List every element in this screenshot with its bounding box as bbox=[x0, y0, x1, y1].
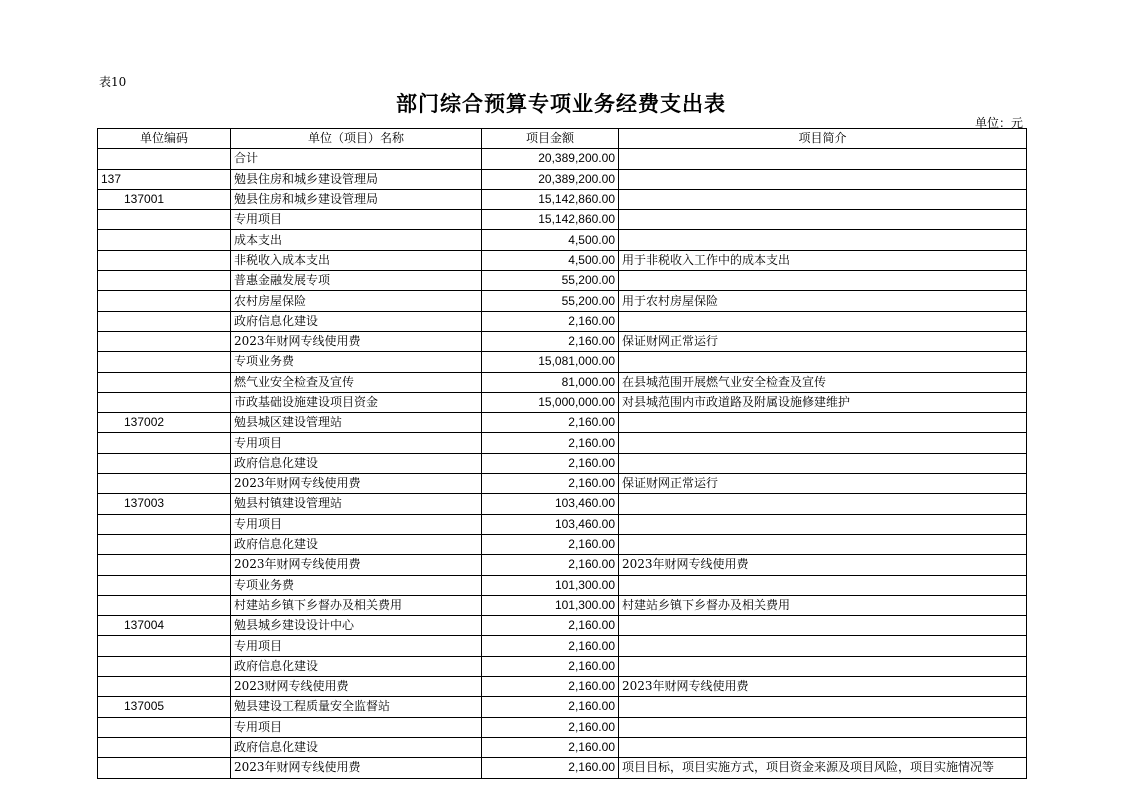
table-row bbox=[98, 291, 1027, 311]
cell-description: 保证财网正常运行 bbox=[619, 331, 1027, 351]
cell-description bbox=[619, 534, 1027, 554]
table-row bbox=[98, 169, 1027, 189]
cell-amount: 2,160.00 bbox=[482, 311, 619, 331]
cell-unit-code bbox=[98, 758, 231, 778]
unit-label: 单位：元 bbox=[975, 116, 1024, 130]
cell-unit-code bbox=[98, 250, 231, 270]
table-row bbox=[98, 595, 1027, 615]
cell-amount: 2,160.00 bbox=[482, 717, 619, 737]
cell-unit-name: 市政基础设施建设项目资金 bbox=[231, 392, 482, 412]
cell-unit-name: 专用项目 bbox=[231, 636, 482, 656]
cell-description bbox=[619, 494, 1027, 514]
cell-amount: 55,200.00 bbox=[482, 271, 619, 291]
table-row bbox=[98, 311, 1027, 331]
cell-unit-code bbox=[98, 656, 231, 676]
header-row bbox=[98, 129, 1027, 149]
cell-amount: 15,142,860.00 bbox=[482, 210, 619, 230]
cell-amount: 2,160.00 bbox=[482, 534, 619, 554]
table-row bbox=[98, 433, 1027, 453]
cell-description bbox=[619, 616, 1027, 636]
cell-description: 村建站乡镇下乡督办及相关费用 bbox=[619, 595, 1027, 615]
cell-description bbox=[619, 169, 1027, 189]
cell-unit-code: 137002 bbox=[98, 413, 231, 433]
table-row bbox=[98, 575, 1027, 595]
cell-unit-code bbox=[98, 331, 231, 351]
table-row bbox=[98, 331, 1027, 351]
cell-description bbox=[619, 271, 1027, 291]
table-row bbox=[98, 534, 1027, 554]
cell-amount: 2,160.00 bbox=[482, 433, 619, 453]
cell-amount: 20,389,200.00 bbox=[482, 169, 619, 189]
table-row bbox=[98, 656, 1027, 676]
table-row bbox=[98, 149, 1027, 169]
table-row bbox=[98, 514, 1027, 534]
cell-description bbox=[619, 453, 1027, 473]
header-amount: 项目金额 bbox=[482, 129, 619, 149]
cell-unit-name: 普惠金融发展专项 bbox=[231, 271, 482, 291]
cell-unit-name: 2023年财网专线使用费 bbox=[231, 758, 482, 778]
table-row bbox=[98, 210, 1027, 230]
cell-unit-code bbox=[98, 291, 231, 311]
table-row bbox=[98, 271, 1027, 291]
cell-unit-code: 137003 bbox=[98, 494, 231, 514]
table-row bbox=[98, 189, 1027, 209]
table-row bbox=[98, 555, 1027, 575]
cell-description: 用于农村房屋保险 bbox=[619, 291, 1027, 311]
cell-unit-code: 137 bbox=[98, 169, 231, 189]
cell-unit-code bbox=[98, 372, 231, 392]
cell-unit-name: 勉县住房和城乡建设管理局 bbox=[231, 189, 482, 209]
cell-amount: 4,500.00 bbox=[482, 250, 619, 270]
budget-table bbox=[97, 128, 1027, 779]
cell-description bbox=[619, 656, 1027, 676]
table-row bbox=[98, 352, 1027, 372]
cell-unit-name: 勉县建设工程质量安全监督站 bbox=[231, 697, 482, 717]
header-description: 项目简介 bbox=[619, 129, 1027, 149]
cell-unit-name: 燃气业安全检查及宣传 bbox=[231, 372, 482, 392]
cell-unit-code bbox=[98, 534, 231, 554]
cell-amount: 2,160.00 bbox=[482, 758, 619, 778]
table-row bbox=[98, 474, 1027, 494]
page-title: 部门综合预算专项业务经费支出表 bbox=[396, 91, 726, 116]
table-row bbox=[98, 494, 1027, 514]
cell-unit-name: 政府信息化建设 bbox=[231, 453, 482, 473]
cell-description bbox=[619, 352, 1027, 372]
cell-description bbox=[619, 737, 1027, 757]
cell-description bbox=[619, 636, 1027, 656]
cell-unit-name: 2023财网专线使用费 bbox=[231, 677, 482, 697]
cell-unit-name: 非税收入成本支出 bbox=[231, 250, 482, 270]
cell-unit-name: 勉县城乡建设设计中心 bbox=[231, 616, 482, 636]
table-row bbox=[98, 392, 1027, 412]
cell-unit-name: 政府信息化建设 bbox=[231, 737, 482, 757]
cell-description bbox=[619, 717, 1027, 737]
cell-description bbox=[619, 311, 1027, 331]
cell-unit-name: 政府信息化建设 bbox=[231, 534, 482, 554]
cell-unit-name: 勉县住房和城乡建设管理局 bbox=[231, 169, 482, 189]
cell-description: 对县城范围内市政道路及附属设施修建维护 bbox=[619, 392, 1027, 412]
cell-unit-name: 村建站乡镇下乡督办及相关费用 bbox=[231, 595, 482, 615]
cell-unit-code: 137005 bbox=[98, 697, 231, 717]
cell-description: 保证财网正常运行 bbox=[619, 474, 1027, 494]
table-row bbox=[98, 616, 1027, 636]
cell-unit-name: 2023年财网专线使用费 bbox=[231, 555, 482, 575]
cell-amount: 2,160.00 bbox=[482, 413, 619, 433]
table-row bbox=[98, 758, 1027, 778]
cell-unit-code bbox=[98, 210, 231, 230]
table-number: 表10 bbox=[99, 75, 127, 89]
cell-amount: 103,460.00 bbox=[482, 514, 619, 534]
cell-amount: 2,160.00 bbox=[482, 656, 619, 676]
cell-amount: 2,160.00 bbox=[482, 737, 619, 757]
cell-description bbox=[619, 210, 1027, 230]
cell-amount: 103,460.00 bbox=[482, 494, 619, 514]
cell-description bbox=[619, 514, 1027, 534]
cell-unit-name: 专用项目 bbox=[231, 433, 482, 453]
cell-unit-code bbox=[98, 352, 231, 372]
table-row bbox=[98, 697, 1027, 717]
cell-amount: 101,300.00 bbox=[482, 575, 619, 595]
cell-unit-code bbox=[98, 737, 231, 757]
cell-unit-code bbox=[98, 433, 231, 453]
cell-amount: 15,142,860.00 bbox=[482, 189, 619, 209]
table-row bbox=[98, 372, 1027, 392]
cell-description bbox=[619, 697, 1027, 717]
cell-unit-code bbox=[98, 717, 231, 737]
cell-unit-name: 专用项目 bbox=[231, 717, 482, 737]
cell-amount: 2,160.00 bbox=[482, 697, 619, 717]
cell-unit-code bbox=[98, 514, 231, 534]
table-row bbox=[98, 250, 1027, 270]
cell-amount: 55,200.00 bbox=[482, 291, 619, 311]
cell-unit-name: 合计 bbox=[231, 149, 482, 169]
cell-amount: 81,000.00 bbox=[482, 372, 619, 392]
cell-amount: 2,160.00 bbox=[482, 616, 619, 636]
cell-amount: 4,500.00 bbox=[482, 230, 619, 250]
cell-amount: 101,300.00 bbox=[482, 595, 619, 615]
cell-amount: 15,081,000.00 bbox=[482, 352, 619, 372]
table-body bbox=[98, 149, 1027, 778]
cell-description bbox=[619, 189, 1027, 209]
cell-description bbox=[619, 433, 1027, 453]
cell-amount: 2,160.00 bbox=[482, 677, 619, 697]
header-unit-code: 单位编码 bbox=[98, 129, 231, 149]
cell-unit-code bbox=[98, 311, 231, 331]
cell-unit-name: 专项业务费 bbox=[231, 575, 482, 595]
cell-amount: 2,160.00 bbox=[482, 636, 619, 656]
cell-unit-name: 专用项目 bbox=[231, 514, 482, 534]
cell-unit-code bbox=[98, 271, 231, 291]
cell-unit-code: 137001 bbox=[98, 189, 231, 209]
table-row bbox=[98, 717, 1027, 737]
table-row bbox=[98, 453, 1027, 473]
table-row bbox=[98, 413, 1027, 433]
header-unit-name: 单位（项目）名称 bbox=[231, 129, 482, 149]
cell-unit-name: 2023年财网专线使用费 bbox=[231, 474, 482, 494]
cell-unit-name: 农村房屋保险 bbox=[231, 291, 482, 311]
cell-unit-code bbox=[98, 453, 231, 473]
cell-unit-name: 成本支出 bbox=[231, 230, 482, 250]
table-row bbox=[98, 230, 1027, 250]
cell-unit-code bbox=[98, 474, 231, 494]
cell-amount: 20,389,200.00 bbox=[482, 149, 619, 169]
cell-description bbox=[619, 413, 1027, 433]
cell-description bbox=[619, 575, 1027, 595]
cell-unit-name: 专用项目 bbox=[231, 210, 482, 230]
cell-amount: 15,000,000.00 bbox=[482, 392, 619, 412]
cell-unit-code: 137004 bbox=[98, 616, 231, 636]
cell-unit-name: 2023年财网专线使用费 bbox=[231, 331, 482, 351]
cell-unit-code bbox=[98, 677, 231, 697]
cell-unit-code bbox=[98, 636, 231, 656]
cell-unit-code bbox=[98, 555, 231, 575]
cell-unit-name: 勉县村镇建设管理站 bbox=[231, 494, 482, 514]
table-row bbox=[98, 737, 1027, 757]
cell-amount: 2,160.00 bbox=[482, 555, 619, 575]
table-row bbox=[98, 677, 1027, 697]
cell-unit-code bbox=[98, 230, 231, 250]
cell-description bbox=[619, 149, 1027, 169]
cell-unit-name: 勉县城区建设管理站 bbox=[231, 413, 482, 433]
cell-unit-code bbox=[98, 595, 231, 615]
cell-unit-code bbox=[98, 392, 231, 412]
cell-description: 2023年财网专线使用费 bbox=[619, 555, 1027, 575]
cell-unit-name: 政府信息化建设 bbox=[231, 656, 482, 676]
cell-description: 项目目标，项目实施方式，项目资金来源及项目风险，项目实施情况等 bbox=[619, 758, 1027, 778]
cell-amount: 2,160.00 bbox=[482, 331, 619, 351]
cell-unit-code bbox=[98, 149, 231, 169]
cell-description: 用于非税收入工作中的成本支出 bbox=[619, 250, 1027, 270]
cell-description: 在县城范围开展燃气业安全检查及宣传 bbox=[619, 372, 1027, 392]
cell-unit-name: 专项业务费 bbox=[231, 352, 482, 372]
cell-description bbox=[619, 230, 1027, 250]
cell-unit-name: 政府信息化建设 bbox=[231, 311, 482, 331]
cell-unit-code bbox=[98, 575, 231, 595]
cell-description: 2023年财网专线使用费 bbox=[619, 677, 1027, 697]
cell-amount: 2,160.00 bbox=[482, 453, 619, 473]
cell-amount: 2,160.00 bbox=[482, 474, 619, 494]
table-row bbox=[98, 636, 1027, 656]
